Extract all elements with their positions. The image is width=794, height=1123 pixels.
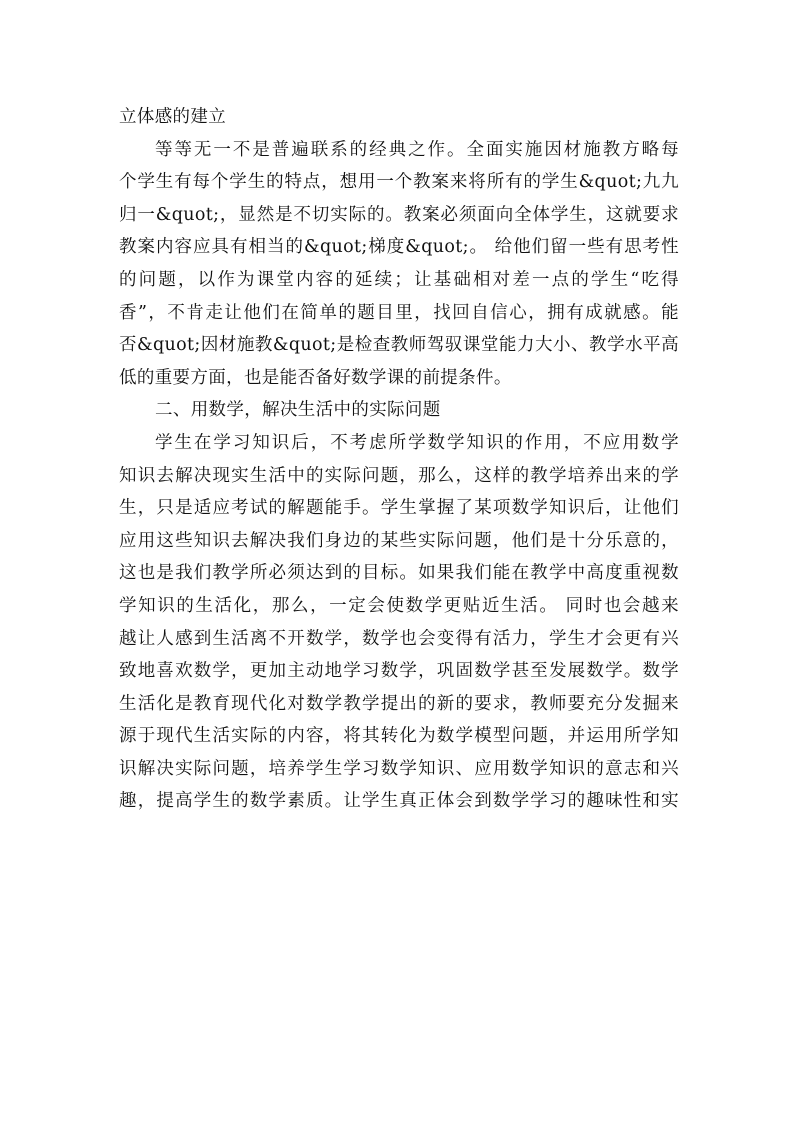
paragraph-line: 低的重要方面，也是能否备好数学课的前提条件。 <box>119 367 512 388</box>
paragraph-line: 致地喜欢数学，更加主动地学习数学，巩固数学甚至发展数学。数学 <box>119 661 679 682</box>
paragraph-line: 识解决实际问题，培养学生学习数学知识、应用数学知识的意志和兴 <box>119 758 679 779</box>
paragraph-line: 应用这些知识去解决我们身边的某些实际问题，他们是十分乐意的， <box>119 530 679 551</box>
paragraph-line: 的问题，以作为课堂内容的延续；让基础相对差一点的学生“吃得 <box>119 269 679 290</box>
document-page <box>119 101 679 818</box>
paragraph-line: 越让人感到生活离不开数学，数学也会变得有活力，学生才会更有兴 <box>119 628 679 649</box>
paragraph-line: 香”，不肯走让他们在简单的题目里，找回自信心，拥有成就感。能 <box>119 302 679 323</box>
paragraph-line: 否&quot;因材施教&quot;是检查教师驾驭课堂能力大小、教学水平高 <box>119 335 679 356</box>
paragraph-line: 趣，提高学生的数学素质。让学生真正体会到数学学习的趣味性和实 <box>119 791 679 812</box>
paragraph-line: 学生在学习知识后，不考虑所学数学知识的作用，不应用数学 <box>155 432 679 453</box>
section-tail-line: 立体感的建立 <box>119 107 227 127</box>
paragraph-line: 学知识的生活化，那么，一定会使数学更贴近生活。 同时也会越来 <box>119 595 679 616</box>
paragraph-line: 教案内容应具有相当的&quot;梯度&quot;。 给他们留一些有思考性 <box>119 237 679 258</box>
paragraph-line: 归一&quot;，显然是不切实际的。教案必须面向全体学生，这就要求 <box>119 204 679 225</box>
paragraph-line: 个学生有每个学生的特点，想用一个教案来将所有的学生&quot;九九 <box>119 172 679 193</box>
paragraph-line: 等等无一不是普遍联系的经典之作。全面实施因材施教方略每 <box>155 139 679 160</box>
paragraph-line: 源于现代生活实际的内容，将其转化为数学模型问题，并运用所学知 <box>119 726 679 747</box>
paragraph-line: 生，只是适应考试的解题能手。学生掌握了某项数学知识后，让他们 <box>119 498 679 519</box>
paragraph-line: 生活化是教育现代化对数学教学提出的新的要求，教师要充分发掘来 <box>119 693 679 714</box>
paragraph-line: 这也是我们教学所必须达到的目标。如果我们能在教学中高度重视数 <box>119 563 679 584</box>
paragraph-line: 知识去解决现实生活中的实际问题，那么，这样的教学培养出来的学 <box>119 465 679 486</box>
section-heading: 二、用数学，解决生活中的实际问题 <box>155 400 441 421</box>
